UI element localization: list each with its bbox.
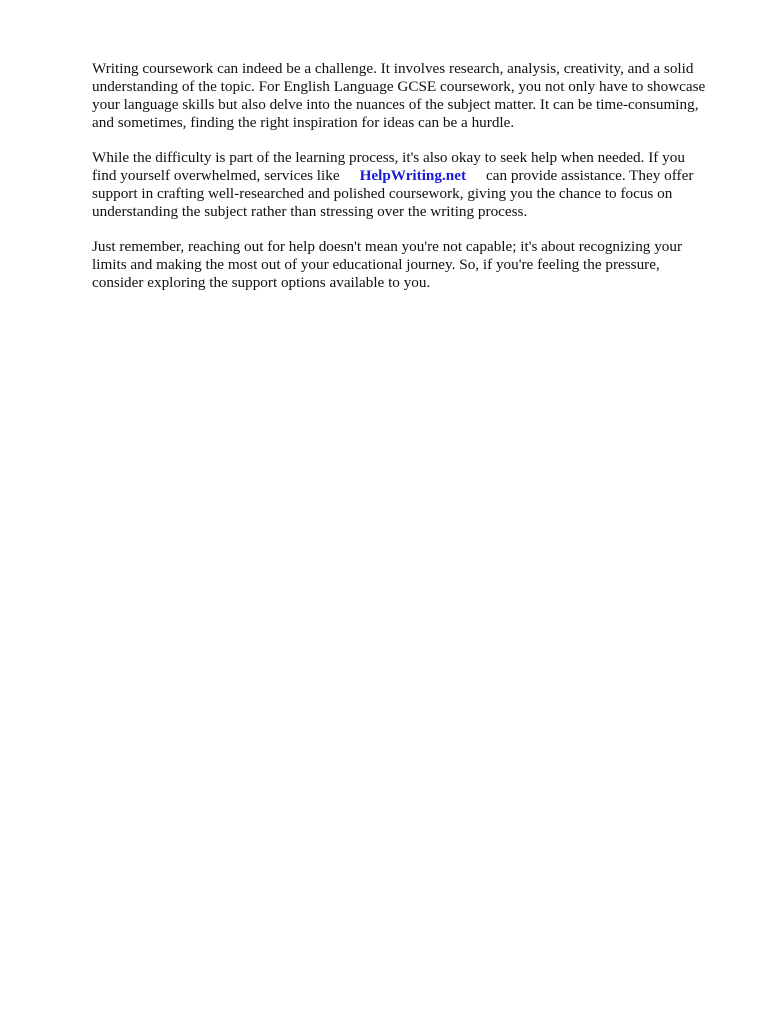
- paragraph-2-line-3: support in crafting well-researched and polished coursework, giving you the chance to focus on: [92, 185, 673, 202]
- helpwriting-link[interactable]: HelpWriting.net: [359, 167, 467, 184]
- paragraph-3-line-1: Just remember, reaching out for help doesn't mean you're not capable; it's about recognizing your: [92, 238, 683, 255]
- paragraph-3-line-2: limits and making the most out of your educational journey. So, if you're feeling the pressure,: [92, 256, 660, 273]
- paragraph-2-line-2-before: find yourself overwhelmed, services like: [92, 167, 340, 184]
- paragraph-1-line-2: understanding of the topic. For English Language GCSE coursework, you not only have to showcase: [92, 78, 706, 95]
- paragraph-2-line-4: understanding the subject rather than stressing over the writing process.: [92, 203, 528, 220]
- paragraph-3: [92, 238, 732, 292]
- document-body: [92, 60, 732, 309]
- paragraph-1: [92, 60, 732, 132]
- paragraph-2-line-2: [92, 167, 732, 185]
- paragraph-2-line-2-after: can provide assistance. They offer: [486, 167, 694, 184]
- paragraph-1-line-3: your language skills but also delve into the nuances of the subject matter. It can be time-consuming,: [92, 96, 699, 113]
- paragraph-1-line-1: Writing coursework can indeed be a challenge. It involves research, analysis, creativity, and a solid: [92, 60, 694, 77]
- paragraph-3-line-3: consider exploring the support options available to you.: [92, 274, 431, 291]
- paragraph-2: [92, 149, 732, 221]
- paragraph-1-line-4: and sometimes, finding the right inspiration for ideas can be a hurdle.: [92, 114, 515, 131]
- paragraph-2-line-1: While the difficulty is part of the learning process, it's also okay to seek help when needed. If you: [92, 149, 685, 166]
